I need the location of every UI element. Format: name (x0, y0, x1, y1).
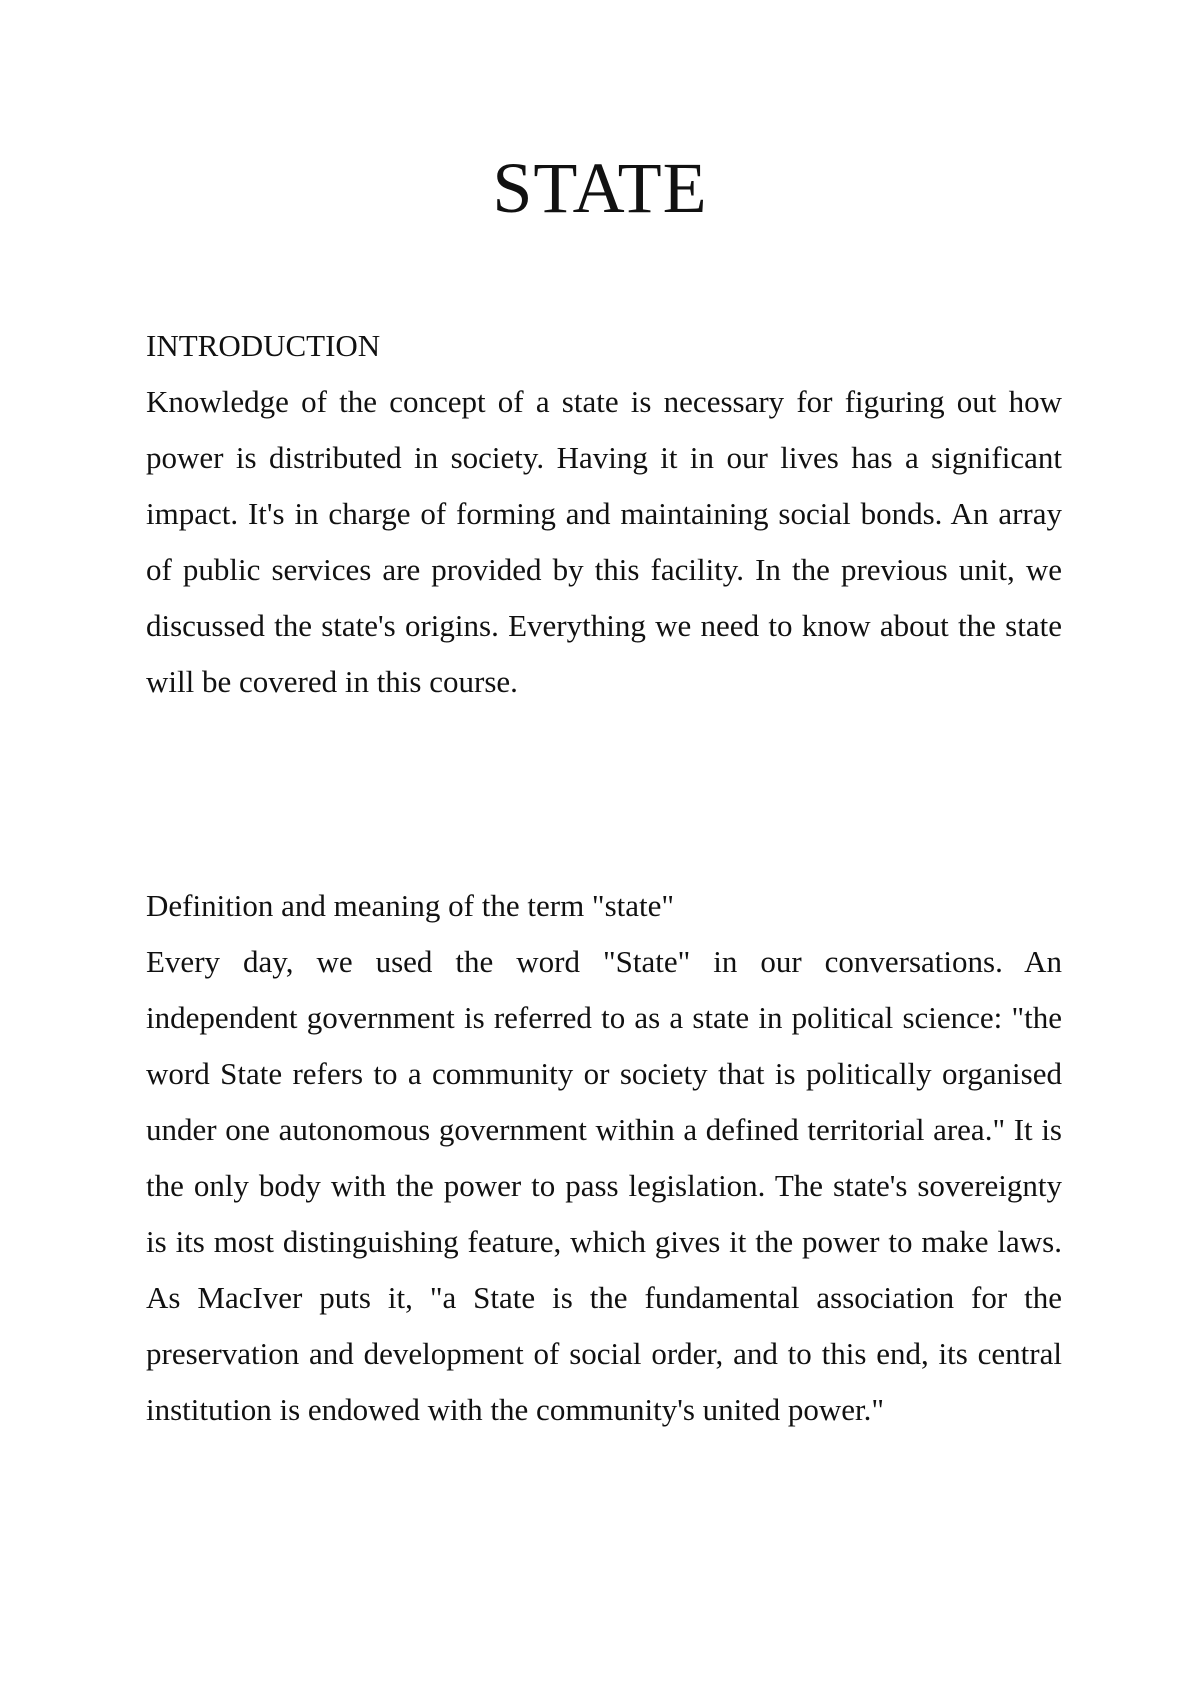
introduction-heading: INTRODUCTION (146, 328, 381, 363)
introduction-section (146, 318, 1062, 710)
introduction-paragraph: Knowledge of the concept of a state is necessary for figuring out how power is distributed in society. Having it in our lives has a significant impact. It's in charge of forming and maintaining social bonds. An array of public services are provided by this facility. In the previous unit, we discussed the state's origins. Everything we need to know about the state will be covered in this course. (146, 384, 1062, 699)
definition-paragraph: Every day, we used the word "State" in our conversations. An independent government is referred to as a state in political science: "the word State refers to a community or society that is politically organised under one autonomous government within a defined territorial area." It is the only body with the power to pass legislation. The state's sovereignty is its most distinguishing feature, which gives it the power to make laws. As MacIver puts it, "a State is the fundamental association for the preservation and development of social order, and to this end, its central institution is endowed with the community's united power." (146, 944, 1062, 1427)
definition-section (146, 878, 1062, 1438)
definition-heading: Definition and meaning of the term "state" (146, 888, 675, 923)
document-title: STATE (492, 148, 708, 228)
